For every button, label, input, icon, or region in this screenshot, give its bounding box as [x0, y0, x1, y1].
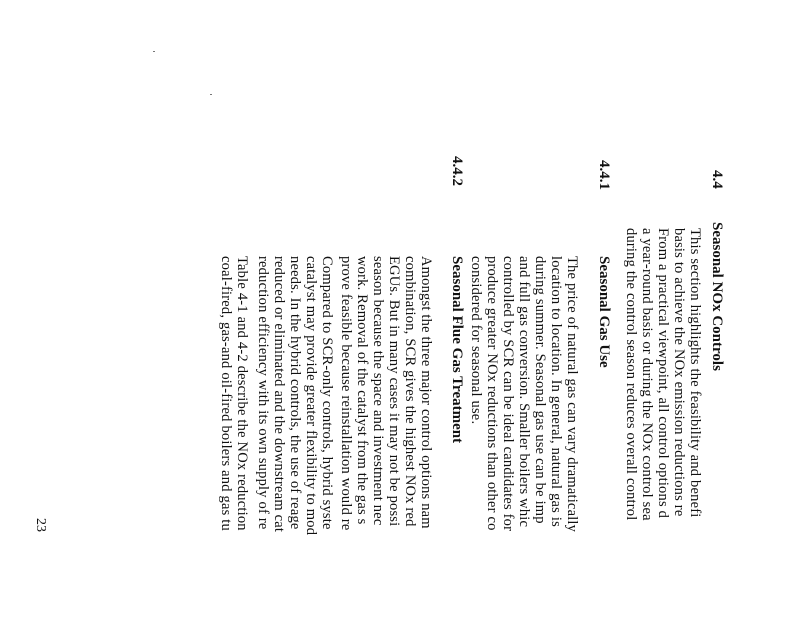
s44-line-3: From a practical viewpoint, all control options d [655, 228, 671, 519]
section-title-4-4: Seasonal NOx Controls [709, 222, 725, 371]
section-number-4-4-2: 4.4.2 [449, 156, 465, 186]
s442-p3-line-2: coal-fired, gas-and oil-fired boilers and gas tu [218, 256, 234, 531]
scan-speck [153, 51, 155, 52]
section-number-4-4-1: 4.4.1 [596, 160, 612, 190]
s442-p1-line-6: prove feasible because reinstallation would re [338, 256, 354, 531]
s442-p3-line-1: Table 4-1 and 4-2 describe the NOx reduction [234, 256, 250, 531]
s442-p2-line-2: catalyst may provide greater flexibility to mod [303, 256, 319, 536]
s441-line-1: The price of natural gas can vary dramatically [564, 256, 580, 533]
s442-p1-line-2: combination, SCR gives the highest NOx red [402, 256, 418, 527]
s44-line-4: a year-round basis or during the NOx control sea [639, 228, 655, 521]
s442-p1-line-1: Amongst the three major control options nam [418, 256, 434, 529]
s442-p1-line-5: work. Removal of the catalyst from the gas s [354, 256, 370, 525]
page-number: 23 [33, 518, 48, 532]
section-number-4-4: 4.4 [709, 170, 725, 189]
s441-line-7: considered for seasonal use. [468, 256, 484, 425]
s442-p1-line-4: season because the space and investment nec [370, 256, 386, 526]
section-title-4-4-2: Seasonal Flue Gas Treatment [449, 256, 465, 444]
s441-line-2: location to location. In general, natural gas is [548, 256, 564, 527]
s441-line-6: produce greater NOx reductions than other co [484, 256, 500, 531]
s442-p2-line-4: reduced or eliminated and the downstream cat [271, 256, 287, 533]
s44-line-2: basis to achieve the NOx emission reductions re [671, 228, 687, 517]
s442-p2-line-3: needs. In the hybrid controls, the use of reage [287, 256, 303, 530]
s44-line-1: This section highlights the feasibility and benefi [687, 228, 703, 518]
section-title-4-4-1: Seasonal Gas Use [596, 256, 612, 368]
s441-line-4: and full gas conversion. Smaller boilers whic [516, 256, 532, 528]
s44-line-5: during the control season reduces overall control [623, 228, 639, 521]
s442-p2-line-5: reduction efficiency with its own supply of re [255, 256, 271, 530]
s441-line-3: during summer. Seasonal gas use can be imp [532, 256, 548, 524]
s442-p1-line-3: EGUs. But in many cases it may not be possi [386, 256, 402, 527]
scan-speck [210, 94, 212, 95]
s441-line-5: controlled by SCR can be ideal candidates for [500, 256, 516, 532]
s442-p2-line-1: Compared to SCR-only controls, hybrid syste [319, 256, 335, 530]
